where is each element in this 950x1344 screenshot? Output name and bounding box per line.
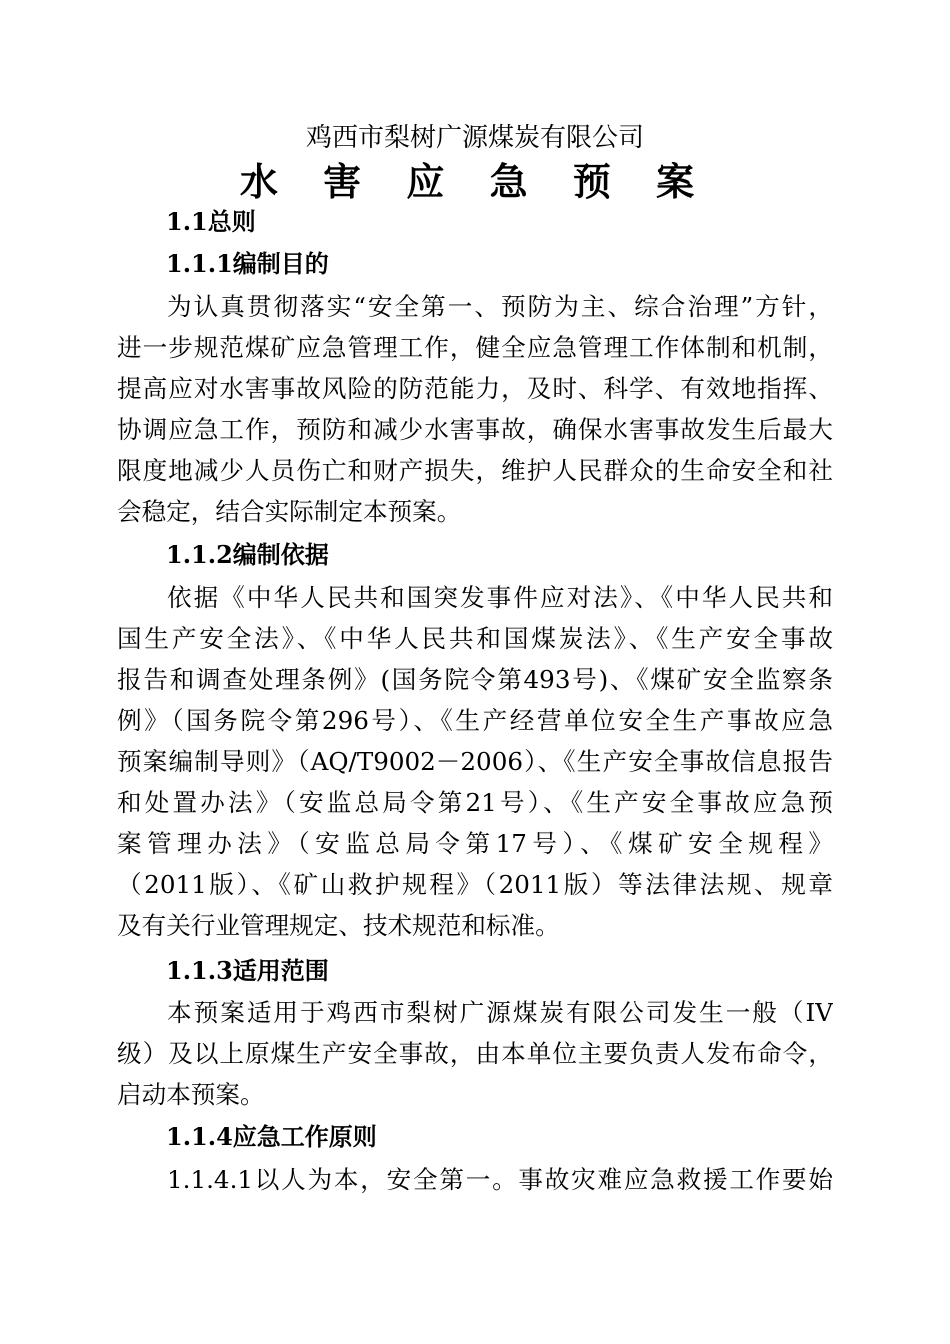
paragraph-line: 协调应急工作，预防和减少水害事故，确保水害事故发生后最大: [117, 415, 833, 444]
paragraph-line: 1.1.4.1以人为本，安全第一。事故灾难应急救援工作要始: [167, 1165, 833, 1194]
paragraph-line: 进一步规范煤矿应急管理工作，健全应急管理工作体制和机制，: [117, 333, 833, 362]
paragraph-purpose: [117, 286, 833, 532]
paragraph-principles: [117, 1159, 833, 1200]
paragraph-line: 国生产安全法》、《中华人民共和国煤炭法》、《生产安全事故: [117, 624, 833, 653]
paragraph-line: 和处置办法》（安监总局令第21号）、《生产安全事故应急预: [117, 788, 833, 817]
document-title: 水 害 应 急 预 案: [239, 160, 711, 204]
paragraph-line: 级）及以上原煤生产安全事故，由本单位主要负责人发布命令，: [117, 1039, 833, 1068]
paragraph-scope: [117, 992, 833, 1115]
heading-principles: 1.1.4应急工作原则: [166, 1122, 377, 1151]
paragraph-line: 依据《中华人民共和国突发事件应对法》、《中华人民共和: [167, 583, 833, 612]
paragraph-line: 会稳定，结合实际制定本预案。: [117, 497, 462, 526]
paragraph-line: 预案编制导则》（AQ/T9002－2006）、《生产安全事故信息报告: [117, 747, 833, 776]
paragraph-line: 限度地减少人员伤亡和财产损失，维护人民群众的生命安全和社: [117, 456, 833, 485]
paragraph-line: 本预案适用于鸡西市梨树广源煤炭有限公司发生一般（IV: [167, 998, 833, 1027]
paragraph-line: 案管理办法》（安监总局令第17号）、《煤矿安全规程》: [117, 829, 833, 858]
company-name: 鸡西市梨树广源煤炭有限公司: [305, 123, 644, 153]
paragraph-line: 报告和调查处理条例》(国务院令第493号)、《煤矿安全监察条: [117, 665, 833, 694]
heading-scope: 1.1.3适用范围: [166, 956, 329, 985]
heading-basis: 1.1.2编制依据: [166, 540, 329, 569]
paragraph-line: 提高应对水害事故风险的防范能力，及时、科学、有效地指挥、: [117, 374, 833, 403]
paragraph-line: （2011版）、《矿山救护规程》（2011版）等法律法规、规章: [117, 870, 833, 899]
paragraph-line: 为认真贯彻落实“安全第一、预防为主、综合治理”方针，: [167, 292, 833, 321]
paragraph-line: 启动本预案。: [117, 1080, 265, 1109]
heading-purpose: 1.1.1编制目的: [166, 249, 329, 278]
paragraph-line: 及有关行业管理规定、技术规范和标准。: [117, 911, 560, 940]
heading-general: 1.1总则: [166, 207, 256, 236]
paragraph-basis: [117, 577, 833, 946]
paragraph-line: 例》（国务院令第296号）、《生产经营单位安全生产事故应急: [117, 706, 833, 735]
